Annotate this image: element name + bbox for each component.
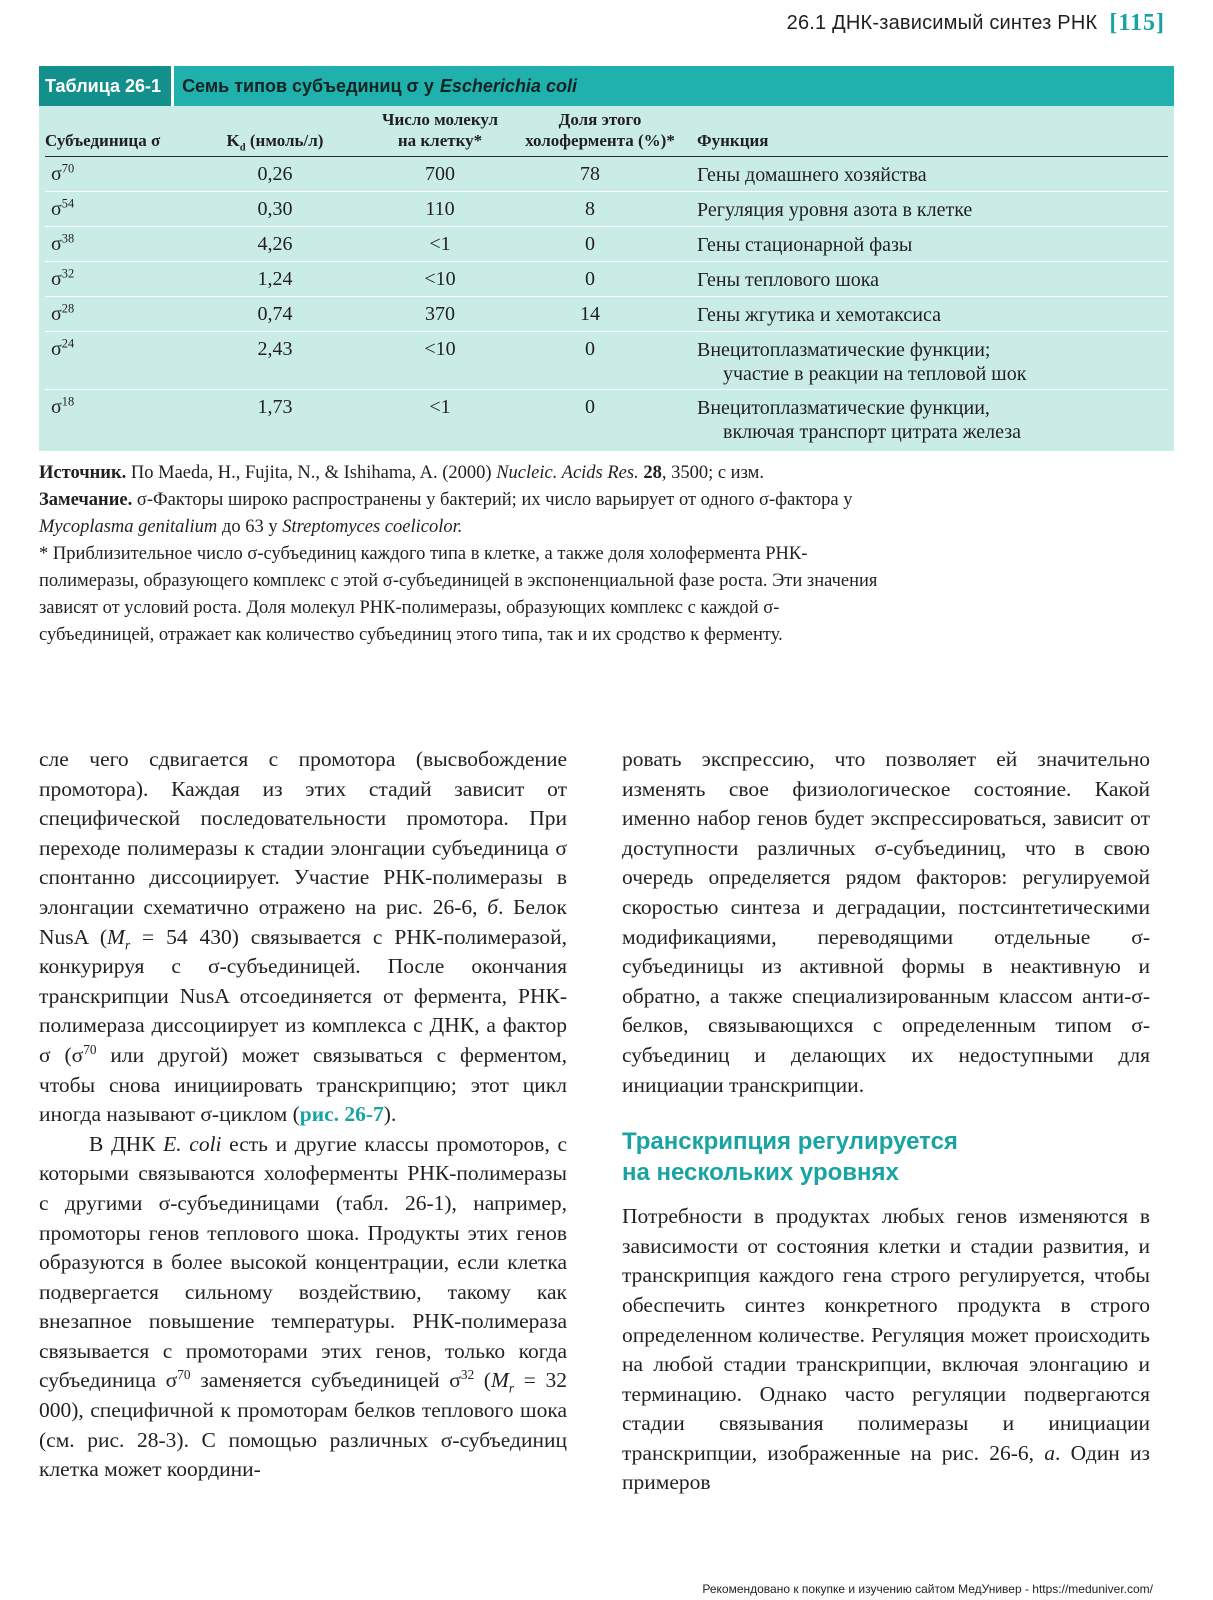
cell-kd: 4,26 <box>257 233 293 255</box>
cell-share: 0 <box>585 396 595 418</box>
col-header-sigma: Субъединица σ <box>45 131 161 150</box>
cell-sigma: $\sigma^{38}$ <box>51 231 75 255</box>
footer-note: Рекомендовано к покупке и изучению сайтом МедУнивер - https://meduniver.com/ <box>702 1582 1153 1596</box>
cell-function: Гены стационарной фазы <box>697 234 913 256</box>
right-paragraph-1: ровать экспрессию, что позволяет ей значительно изменять свое физиологическое состояние. Какой именно набор генов будет экспрессироваться, зависит от доступности различных σ-субъединиц, что в свою очередь определяется рядом факторов: регулируемой скоростью синтеза и деградации, постсинтетическими модификациями, переводящими отдельные σ-субъединицы из активной формы в неактивную и обратно, а также специализированным классом анти-σ-белков, связывающихся с определенным типом σ-субъединиц и делающих их недоступными для инициации транскрипции. <box>622 747 1150 1097</box>
running-header <box>787 6 1165 40</box>
cell-share: 14 <box>580 303 600 325</box>
table-row <box>45 390 1168 447</box>
cell-share: 0 <box>585 338 595 360</box>
table-row <box>45 262 1168 297</box>
table-number: Таблица 26-1 <box>39 66 174 106</box>
cell-kd: 0,74 <box>257 303 293 325</box>
cell-function: Внецитоплазматические функции, включая транспорт цитрата железа <box>697 397 1021 443</box>
cell-molecules: <10 <box>424 338 456 360</box>
figure-link-26-7[interactable]: рис. 26-7 <box>299 1102 384 1127</box>
cell-share: 0 <box>585 268 595 290</box>
table-notes <box>39 460 889 649</box>
cell-kd: 2,43 <box>257 338 293 360</box>
cell-kd: 0,26 <box>257 163 293 185</box>
right-paragraph-2: Потребности в продуктах любых генов изменяются в зависимости от состояния клетки и стадии развития, и транскрипция каждого гена строго регулируется, чтобы обеспечить синтез конкретного продукта в строго определенном количестве. Регуляция может происходить на любой стадии транскрипции, включая элонгацию и терминацию. Однако часто регуляции подвергаются стадии связывания полимеразы и инициации транскрипции, изображенные на рис. 26-6, а. Один из примеров <box>622 1204 1150 1495</box>
cell-function: Гены теплового шока <box>697 269 880 291</box>
sigma-table <box>39 66 1174 451</box>
cell-molecules: <1 <box>429 233 451 255</box>
table-body <box>39 106 1174 451</box>
table-row <box>45 297 1168 332</box>
table-header <box>45 106 1168 157</box>
cell-share: 0 <box>585 233 595 255</box>
cell-molecules: <10 <box>424 268 456 290</box>
left-paragraph-2: В ДНК E. coli есть и другие классы промоторов, с которыми связываются холоферменты РНК-полимеразы с другими σ-субъединицами (табл. 26-1), например, промоторы генов теплового шока. Продукты этих генов образуются в более высокой концентрации, если клетка подвергается сильному воздействию, такому как внезапное повышение температуры. РНК-полимераза связывается с промоторами этих генов, только когда субъединица $\sigma^{70}$ заменяется субъединицей $\sigma^{32}$ ($M_r = 32$ 000), специфичной к промоторам белков теплового шока (см. рис. 28-3). С помощью различных σ-субъединиц клетка может координи- <box>39 1131 568 1482</box>
source-note: Источник. По Maeda, H., Fujita, N., & Ishihama, A. (2000) Nucleic. Acids Res. 28, 3500; с изм. <box>39 463 764 483</box>
cell-kd: 0,30 <box>257 198 293 220</box>
cell-share: 78 <box>580 163 600 185</box>
cell-molecules: 370 <box>425 303 455 325</box>
left-column <box>39 745 567 1485</box>
cell-sigma: $\sigma^{18}$ <box>51 394 75 418</box>
table-row <box>45 192 1168 227</box>
cell-kd: 1,73 <box>257 396 293 418</box>
cell-function: Внецитоплазматические функции; участие в реакции на тепловой шок <box>697 339 1027 385</box>
table-title-bar <box>39 66 1174 106</box>
cell-function: Гены домашнего хозяйства <box>697 164 927 186</box>
section-title: 26.1 ДНК-зависимый синтез РНК <box>786 11 1098 34</box>
cell-function: Регуляция уровня азота в клетке <box>697 199 973 221</box>
right-column <box>622 745 1150 1498</box>
table-caption: Семь типов субъединиц σ у Escherichia coli <box>182 75 577 96</box>
cell-molecules: 700 <box>425 163 455 185</box>
col-header-share: Доля этого холофермента (%)* <box>525 110 675 150</box>
cell-kd: 1,24 <box>257 268 293 290</box>
col-header-molecules: Число молекул на клетку* <box>382 110 498 150</box>
cell-share: 8 <box>585 198 595 220</box>
table-row <box>45 227 1168 262</box>
cell-sigma: $\sigma^{28}$ <box>51 301 75 325</box>
cell-sigma: $\sigma^{70}$ <box>51 161 75 185</box>
left-paragraph-1: сле чего сдвигается с промотора (высвобождение промотора). Каждая из этих стадий зависит от специфической последовательности промотора. При переходе полимеразы к стадии элонгации субъединица σ спонтанно диссоциирует. Участие РНК-полимеразы в элонгации схематично отражено на рис. 26-6, б. Белок NusA ($M_r = 54$ 430) связывается с РНК-полимеразой, конкурируя с σ-субъединицей. После окончания транскрипции NusA отсоединяется от фермента, РНК-полимераза диссоциирует из комплекса с ДНК, а фактор σ ($\sigma^{70}$ или другой) может связываться с ферментом, чтобы снова инициировать транскрипцию; этот цикл иногда называют σ-циклом (рис. 26-7). <box>39 747 567 1127</box>
cell-sigma: $\sigma^{54}$ <box>51 196 75 220</box>
col-header-function: Функция <box>697 131 769 150</box>
section-heading: Транскрипция регулируется на нескольких уровнях <box>622 1128 958 1187</box>
cell-function: Гены жгутика и хемотаксиса <box>697 304 941 326</box>
remark-note: Замечание. σ-Факторы широко распространены у бактерий; их число варьирует от одного σ-фактора у Mycoplasma genitalium до 63 у Streptomyces coelicolor. <box>39 490 853 537</box>
table-row <box>45 332 1168 390</box>
page-number: [115] <box>1109 9 1165 36</box>
cell-sigma: $\sigma^{24}$ <box>51 336 75 360</box>
table-row <box>45 157 1168 192</box>
col-header-kd: $K_d$ (нмоль/л) <box>226 131 324 154</box>
table-rows <box>45 157 1168 447</box>
cell-molecules: 110 <box>425 198 455 220</box>
cell-molecules: <1 <box>429 396 451 418</box>
cell-sigma: $\sigma^{32}$ <box>51 266 75 290</box>
asterisk-note: * Приблизительное число σ-субъединиц каждого типа в клетке, а также доля холофермента РНК-полимеразы, образующего комплекс с этой σ-субъединицей в экспоненциальной фазе роста. Эти значения зависят от условий роста. Доля молекул РНК-полимеразы, образующих комплекс с каждой σ-субъединицей, отражает как количество субъединиц этого типа, так и их сродство к ферменту. <box>39 544 878 645</box>
